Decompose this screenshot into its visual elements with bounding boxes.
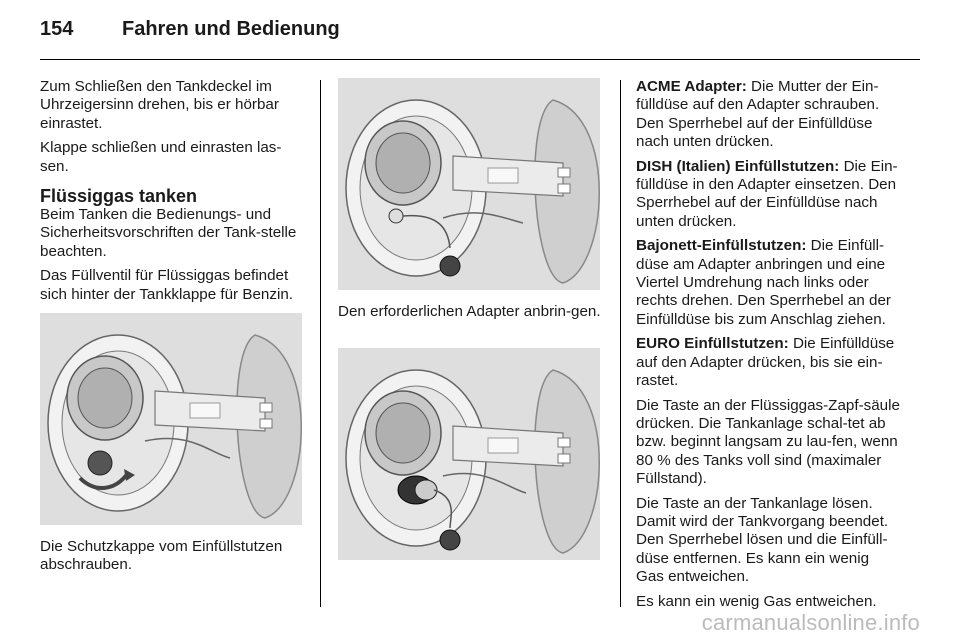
caption-text: Die Schutzkappe vom Einfüllstutzen abschrauben. xyxy=(40,538,283,574)
column-1 xyxy=(40,78,305,310)
chapter-title: Fahren und Bedienung xyxy=(122,18,340,40)
column-divider xyxy=(320,80,321,607)
column-3 xyxy=(636,78,901,617)
page-header xyxy=(40,18,340,48)
adapter-item-dish xyxy=(636,158,901,232)
fuel-flap-illustration xyxy=(338,348,600,560)
paragraph: Das Füllventil für Flüssiggas befindet sich hinter der Tankklappe für Benzin. xyxy=(40,267,293,303)
header-rule xyxy=(40,59,920,60)
figure-caption xyxy=(338,303,603,327)
adapter-item-bajonett xyxy=(636,237,901,329)
paragraph: Die Taste an der Tankanlage lösen. Damit wird der Tankvorgang beendet. Den Sperrhebel lösen und die Einfüll-düse entfernen. Es kann ein wenig Gas entweichen. xyxy=(636,494,889,586)
adapter-item-acme xyxy=(636,78,901,152)
caption-text: Den erforderlichen Adapter anbrin-gen. xyxy=(338,303,601,320)
figure-unscrew-cap xyxy=(40,313,302,525)
term: DISH (Italien) Einfüllstutzen: xyxy=(636,157,840,175)
figure-attach-adapter xyxy=(338,348,600,560)
item-text: Die Ein-fülldüse in den Adapter einsetzen. Den Sperrhebel auf der Einfülldüse nach unten drücken. xyxy=(636,157,898,230)
paragraph: Die Taste an der Flüssiggas-Zapf-säule drücken. Die Tankanlage schal-tet ab bzw. beginnt langsam zu lau-fen, wenn 80 % des Tanks voll sind (maximaler Füllstand). xyxy=(636,396,900,488)
paragraph: Zum Schließen den Tankdeckel im Uhrzeigersinn drehen, bis er hörbar einrastet. xyxy=(40,78,279,132)
figure-caption xyxy=(40,538,305,581)
term: EURO Einfüllstutzen: xyxy=(636,335,789,353)
paragraph: Klappe schließen und einrasten las-sen. xyxy=(40,139,282,175)
figure-remove-cap xyxy=(338,78,600,290)
item-text: Die Einfüll-düse am Adapter anbringen und eine Viertel Umdrehung nach links oder rechts drehen. Den Sperrhebel an der Einfülldüse bis zum Anschlag ziehen. xyxy=(636,237,891,328)
item-text: Die Mutter der Ein-fülldüse auf den Adapter schrauben. Den Sperrhebel auf der Einfülldüse nach unten drücken. xyxy=(636,78,880,151)
paragraph: Es kann ein wenig Gas entweichen. xyxy=(636,592,877,610)
paragraph: Beim Tanken die Bedienungs- und Sicherheitsvorschriften der Tank-stelle beachten. xyxy=(40,206,297,260)
fuel-flap-illustration xyxy=(338,78,600,290)
item-text: Die Einfülldüse auf den Adapter drücken, bis sie ein-rastet. xyxy=(636,335,895,390)
adapter-item-euro xyxy=(636,335,901,390)
watermark-text: carmanualsonline.info xyxy=(701,610,920,635)
section-heading: Flüssiggas tanken xyxy=(40,186,198,207)
term: Bajonett-Einfüllstutzen: xyxy=(636,237,807,255)
page-number: 154 xyxy=(40,18,74,40)
term: ACME Adapter: xyxy=(636,78,747,95)
fuel-flap-illustration xyxy=(40,313,302,525)
column-divider xyxy=(620,80,621,607)
